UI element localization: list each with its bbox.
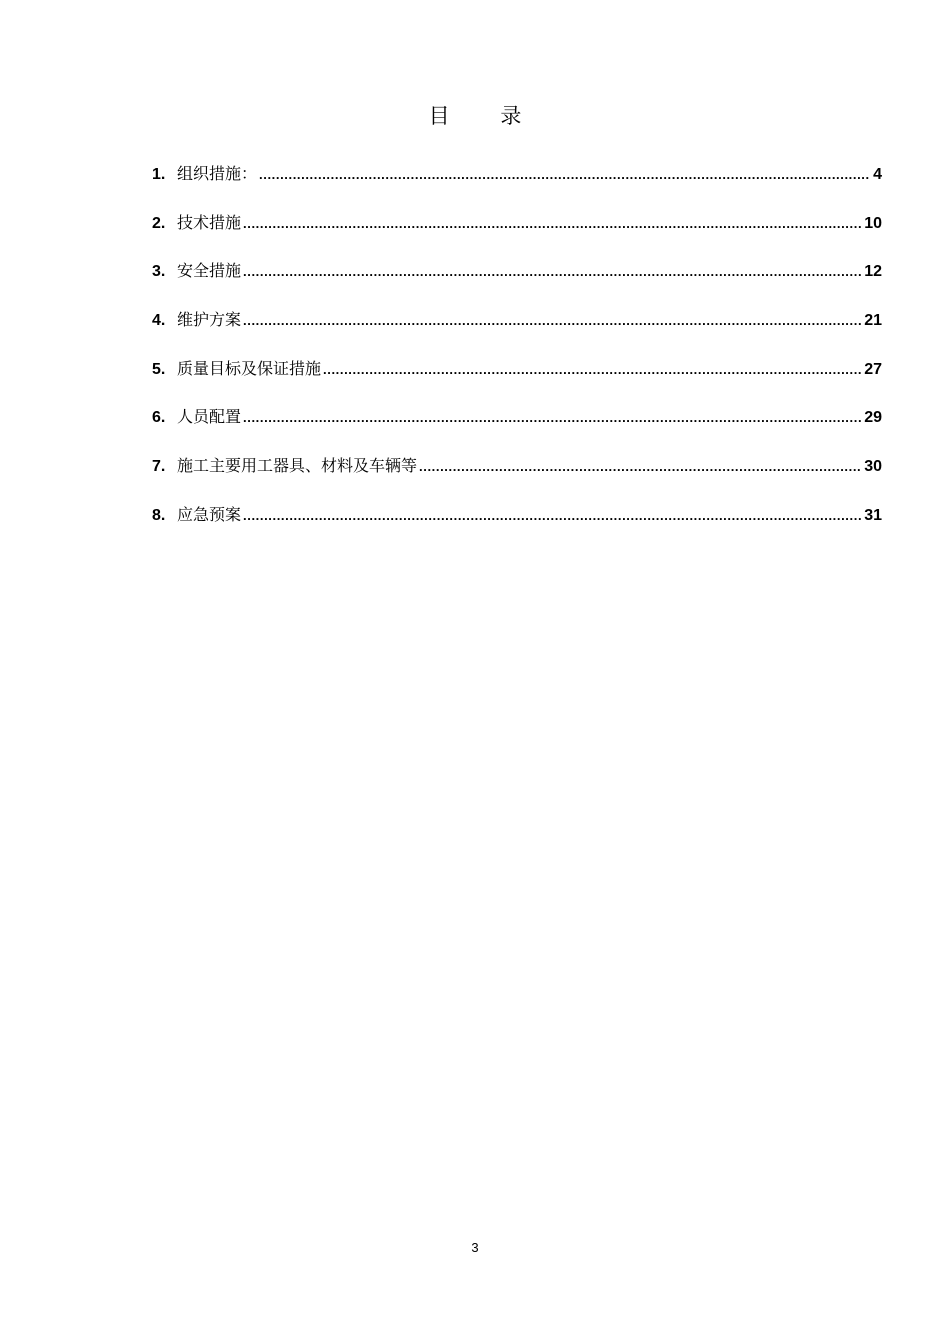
table-of-contents bbox=[152, 160, 882, 550]
toc-entry[interactable] bbox=[152, 355, 882, 404]
toc-dot-leader bbox=[323, 356, 862, 384]
toc-entry-number: 2. bbox=[152, 214, 166, 232]
toc-entry[interactable] bbox=[152, 160, 882, 209]
toc-dot-leader bbox=[243, 502, 862, 530]
toc-entry-number: 5. bbox=[152, 360, 166, 378]
toc-entry-page: 21 bbox=[864, 312, 882, 330]
toc-entry[interactable] bbox=[152, 257, 882, 306]
toc-entry-page: 10 bbox=[864, 214, 882, 232]
toc-entry-title: 质量目标及保证措施 bbox=[177, 358, 322, 378]
toc-entry-number: 1. bbox=[152, 166, 166, 183]
toc-entry-page: 30 bbox=[864, 458, 882, 476]
toc-entry-title: 技术措施 bbox=[177, 212, 242, 232]
toc-title: 目 录 bbox=[428, 104, 544, 128]
toc-entry[interactable] bbox=[152, 403, 882, 452]
toc-dot-leader bbox=[243, 307, 862, 335]
toc-entry-title: 维护方案 bbox=[177, 310, 242, 330]
toc-entry-title: 组织措施： bbox=[177, 164, 258, 183]
toc-entry-page: 27 bbox=[864, 360, 882, 378]
toc-entry-number: 7. bbox=[152, 458, 166, 476]
toc-entry-number: 8. bbox=[152, 506, 166, 524]
toc-entry[interactable] bbox=[152, 452, 882, 501]
toc-dot-leader bbox=[243, 210, 862, 238]
toc-entry-title: 安全措施 bbox=[177, 261, 242, 281]
toc-entry-number: 6. bbox=[152, 409, 166, 427]
toc-dot-leader bbox=[243, 258, 862, 286]
toc-dot-leader bbox=[243, 404, 862, 432]
toc-entry-number: 3. bbox=[152, 263, 166, 281]
toc-entry-number: 4. bbox=[152, 312, 166, 330]
toc-entry[interactable] bbox=[152, 209, 882, 258]
toc-entry-page: 29 bbox=[864, 409, 882, 427]
toc-entry[interactable] bbox=[152, 501, 882, 550]
toc-dot-leader bbox=[419, 453, 862, 481]
page-number: 3 bbox=[471, 1240, 479, 1255]
toc-entry-title: 人员配置 bbox=[177, 407, 242, 427]
toc-dot-leader bbox=[259, 161, 870, 189]
toc-entry-title: 应急预案 bbox=[177, 504, 242, 524]
toc-entry-page: 12 bbox=[864, 263, 882, 281]
toc-entry[interactable] bbox=[152, 306, 882, 355]
toc-entry-page: 4 bbox=[873, 166, 882, 183]
toc-entry-title: 施工主要用工器具、材料及车辆等 bbox=[177, 456, 418, 476]
toc-entry-page: 31 bbox=[864, 506, 882, 524]
